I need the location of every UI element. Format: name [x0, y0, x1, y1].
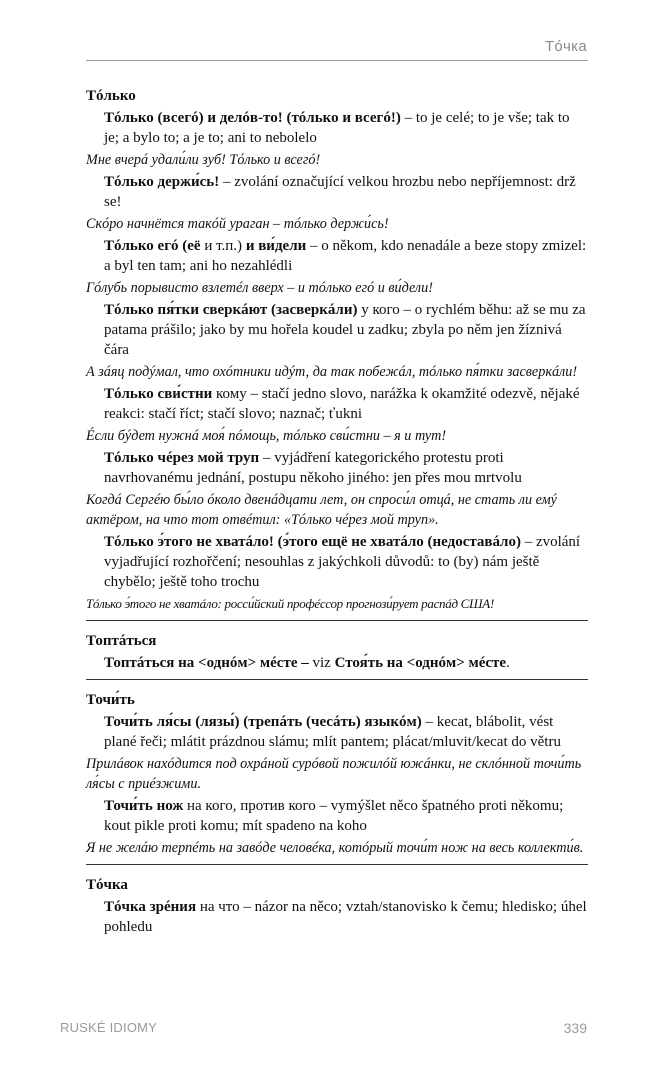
entry — [86, 796, 588, 836]
example-sentence: Когдá Сергéю бы́ло óколо двенáдцати лет, он спроси́л отцá, не стать ли емý актёром, на что тот отвéтил: «Тóлько чéрез мой труп». — [86, 492, 557, 528]
entry — [86, 384, 588, 424]
headword: Тóчка — [86, 877, 128, 893]
headword: Точи́ть — [86, 692, 135, 708]
definition: у кого – o rychlém běhu: až se mu za patama prášilo; jako by mu hořela koudel u zadku; zbyla po něm jen žíznivá čára — [104, 302, 586, 358]
entry — [86, 653, 588, 673]
definition: – kecat, blábolit, vést plané řeči; mlátit prázdnou slámu; mlít pantem; plácat/mluvit/kecat do větru — [104, 714, 561, 750]
header-divider — [86, 60, 588, 61]
book-title: RUSKÉ IDIOMY — [60, 1020, 158, 1035]
idiom-term: Тóлько э́того не хватáло! (э́того ещё не хватáло (недоставáло) — [104, 534, 521, 550]
entry — [86, 236, 588, 276]
entry — [86, 300, 588, 360]
idiom-term-continued: и ви́дели — [245, 238, 307, 254]
grammar-note: и т.п.) — [200, 238, 246, 254]
section-tochka — [86, 864, 588, 937]
headword: Топтáться — [86, 633, 157, 649]
page-number: 339 — [563, 1020, 587, 1036]
section-tochit — [86, 679, 588, 858]
entry — [86, 108, 588, 148]
headword: Тóлько — [86, 88, 136, 104]
idiom-term: Точи́ть ля́сы (лязы́) (трепáть (чесáть) языкóм) — [104, 714, 422, 730]
idiom-term: Тóлько пя́тки сверкáют (засверкáли) — [104, 302, 358, 318]
cross-reference-label: viz — [312, 655, 335, 671]
idiom-term: Топтáться на <однóм> мéсте – — [104, 655, 313, 671]
idiom-term: Тóчка зрéния — [104, 899, 197, 915]
idiom-term: Тóлько чéрез мой труп — [104, 450, 260, 466]
example-sentence: Я не желáю терпéть на завóде человéка, котóрый точи́т нож на весь коллекти́в. — [86, 840, 584, 856]
dictionary-content — [86, 86, 588, 939]
definition: – to je celé; to je vše; tak to je; a bylo to; a je to; ani to nebolelo — [104, 110, 570, 146]
example-sentence: Гóлубь порывисто взлетéл вверх – и тóлько егó и ви́дели! — [86, 280, 433, 296]
entry — [86, 897, 588, 937]
section-tolko — [86, 86, 588, 614]
entry — [86, 172, 588, 212]
idiom-term: Тóлько держи́сь! — [104, 174, 220, 190]
idiom-term: Точи́ть нож — [104, 798, 184, 814]
definition: – vyjádření kategorického protestu proti navrhovanému jednání, postupu někoho jiného: jen přes mou mrtvolu — [104, 450, 522, 486]
section-toptatsya — [86, 620, 588, 673]
example-sentence: Éсли бýдет нужнá моя́ пóмощь, тóлько сви́стни – я и тут! — [86, 428, 447, 444]
entry — [86, 448, 588, 488]
definition: на что – názor na něco; vztah/stanovisko k čemu; hledisko; úhel pohledu — [104, 899, 587, 935]
example-sentence: Мне вчерá удали́ли зуб! Тóлько и всегó! — [86, 152, 321, 168]
definition: – o někom, kdo nenadále a beze stopy zmizel: a byl ten tam; ani ho nezahlédli — [104, 238, 587, 274]
running-head: Тóчка — [544, 38, 587, 55]
entry — [86, 532, 588, 592]
definition: – zvolání vyjadřující rozhořčení; nesouhlas z jakýchkoli důvodů: to (by) nám ještě chybělo; ještě toho trochu — [104, 534, 581, 590]
idiom-term: Тóлько сви́стни — [104, 386, 213, 402]
definition: кому – stačí jedno slovo, narážka k okamžité odezvě, nějaké reakci: stačí říct; stačí slovo; naznač; ťukni — [104, 386, 580, 422]
definition: – zvolání označující velkou hrozbu nebo nepříjemnost: drž se! — [104, 174, 576, 210]
example-sentence: Тóлько э́того не хватáло: росси́йский профéссор прогнози́рует распáд США! — [86, 596, 494, 611]
example-sentence: Скóро начнётся такóй ураган – тóлько держи́сь! — [86, 216, 389, 232]
idiom-term: Тóлько (всегó) и делóв-то! (тóлько и всегó!) — [104, 110, 401, 126]
definition: на кого, против кого – vymýšlet něco špatného proti někomu; kout pikle proti komu; mít spadeno na koho — [104, 798, 564, 834]
idiom-term: Тóлько егó (её — [104, 238, 201, 254]
entry — [86, 712, 588, 752]
example-sentence: Прилáвок нахóдится под охрáной сурóвой пожилóй южáнки, не склóнной точи́ть ля́сы с приéзжими. — [86, 756, 582, 792]
example-sentence: А зáяц подýмал, что охóтники идýт, да так побежáл, тóлько пя́тки засверкáли! — [86, 364, 578, 380]
definition: . — [506, 655, 510, 671]
cross-reference-term: Стоя́ть на <однóм> мéсте — [334, 655, 507, 671]
